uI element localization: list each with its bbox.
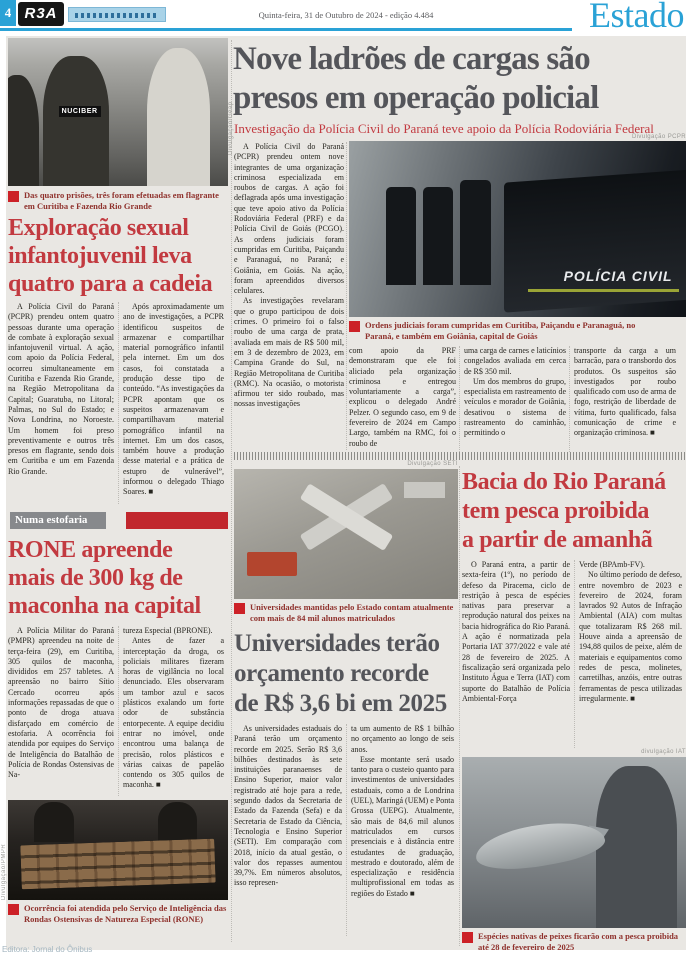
text-column: O Paraná entra, a partir de sexta-feira (1º), no período de defeso da Piracema, ciclo de restrição à pesca de espécies nativas para preservar a reprodução natural dos peixes na bacia hidrográfica do Rio Paraná. A ação é normatizada pela Portaria IAT 377/2022 e vale até 28 de fevereiro de 2025. A fiscalização será organizada pelo Instituto Água e Terra (IAT) com suporte do Batalhão de Polícia Ambiental-Força [462, 560, 570, 703]
left-top-headline: Exploração sexual infantojuvenil leva quatro para a cadeia [8, 215, 213, 297]
university-body [234, 724, 458, 936]
text-column: ta um aumento de R$ 1 bilhão no orçamento ao longo de seis anos. Esse montante será usado tanto para o custeio quanto para investimentos de universidades estaduais, como a de Londrina (UEL), Maringá (UEM) e Ponta Grossa (UEPG). Atualmente, são mais de 84,6 mil alunos matriculados em cursos presenciais e à distância entre estudantes de graduação, mestrado e doutorado, além de especialização e residência multiprofissional em todas as regiões do Estado ■ [346, 724, 454, 936]
photo-caption: Ocorrência foi atendida pelo Serviço de Inteligência das Rondas Ostensivas de Natureza Especial (RONE) [8, 903, 228, 924]
photo-caption: Universidades mantidas pelo Estado contam atualmente com mais de 84 mil alunos matriculados [234, 602, 458, 623]
photo-credit: Divulgação/PMPR [1, 843, 7, 900]
photo-credit: divulgação IAT [641, 749, 686, 755]
officer-silhouette [8, 75, 39, 186]
section-divider [234, 452, 686, 460]
caption-bullet-icon [349, 321, 360, 332]
caption-bullet-icon [8, 904, 19, 915]
text-column: A Polícia Militar do Paraná (PMPR) apreendeu na noite de terça-feira (29), em Curitiba, 305 quilos de maconha, divididos em 257 tabletes. A apreensão no bairro Sítio Cercado ocorreu após informações repassadas de que o ponto de droga atuava disfarçado em comércio de estofaria. A ocorrência foi atendida por equipes do Serviço de Inteligência do Batalhão de Polícia de Rondas Ostensivas de Na- [8, 626, 114, 780]
text-column: As universidades estaduais do Paraná terão um orçamento recorde em 2025. Serão R$ 3,6 bilhões destinados às sete instituições paranaenses de Ensino Superior, maior valor registrado até hoje para a rede, segundo dados da Secretaria de Estado da Fazenda (Sefa) e da Secretaria de Estado da Ciência, Tecnologia e Ensino Superior (SETI). Em comparação com 2018, início da atual gestão, o valor dos repasses aumentou 39,7%. Em números absolutos, isso represen- [234, 724, 342, 888]
photo-credit: Divulgação PCPR [631, 134, 686, 140]
officer-silhouette [34, 802, 74, 842]
university-headline: Universidades terão orçamento recorde de R$ 3,6 bi em 2025 [234, 630, 447, 717]
photo-credit: Divulgação SETI [407, 461, 458, 467]
section-title: Estado [589, 0, 684, 35]
fishing-body [462, 560, 686, 748]
page-footer-credit: Editora: Jornal do Ônibus [2, 945, 93, 954]
left-top-body [8, 302, 228, 504]
photo-caption: Ordens judiciais foram cumpridas em Curitiba, Paiçandu e Paranaguá, no Paraná, e também em Goiânia, capital de Goiás [349, 320, 686, 341]
header-rule [0, 28, 572, 31]
fish [473, 814, 608, 877]
policia-civil-car-label: POLÍCIA CIVIL [563, 267, 673, 284]
text-column: Verde (BPAmb-FV). No último período de defeso, entre novembro de 2023 e fevereiro de 2024, foram lavrados 92 Autos de Infração Ambiental (AIA) com multas que totalizaram R$ 268 mil. Houve ainda a apreensão de 194,88 quilos de peixe, além de materiais e equipamentos como redes de pesca, molinetes, carretilhas, anzóis, entre outras ferramentas de pesca utilizadas irregularmente. ■ [574, 560, 682, 748]
kicker-accent-bar [126, 512, 228, 529]
text-column: com apoio da PRF demonstraram que ele foi aliciado pela organização criminosa e entregou voluntariamente a carga”, explicou o delegado André Pelzer. O segundo caso, em 9 de fevereiro de 2024 em Campo Largo, também na RMC, foi o roubo de [349, 346, 456, 448]
dateline: Quinta-feira, 31 de Outubro de 2024 - edição 4.484 [258, 10, 434, 20]
drug-bricks [20, 839, 215, 890]
newspaper-logo: R3A [18, 2, 64, 26]
text-column: uma carga de carnes e laticínios congelados avaliada em cerca de R$ 350 mil. Um dos membros do grupo, especialista em rastreamento de veículos e morador de Goiânia, desativou o sistema de rastreamento do caminhão, permitindo o [459, 346, 566, 452]
nuciber-vest-label: NUCIBER [59, 106, 101, 117]
marijuana-seizure-photo [8, 800, 228, 900]
officer-silhouette [460, 180, 490, 286]
text-column: tureza Especial (BPRONE). Antes de fazer a interceptação da droga, os policiais militares fizeram horas de vigilância no local denunciado. Eles observaram um tambor azul e sacos plásticos exalando um forte odor de substância entorpecente. A equipe decidiu entrar no imóvel, onde encontrou uma balança de precisão, rolos plásticos e várias caixas de papelão contendo os 305 quilos de maconha. ■ [118, 626, 224, 796]
photo-caption: Espécies nativas de peixes ficarão com a pesca proibida até 28 de fevereiro de 2025 [462, 931, 686, 952]
university-aerial-photo [234, 469, 458, 599]
kicker-label: Numa estofaria [10, 512, 106, 529]
column-rule [231, 40, 232, 942]
fishing-headline: Bacia do Rio Paraná tem pesca proibida a partir de amanhã [462, 469, 666, 553]
reflective-stripe [528, 289, 680, 292]
left-bottom-headline: RONE apreende mais de 300 kg de maconha na capital [8, 537, 201, 619]
fish-photo [462, 757, 686, 928]
text-column: Após aproximadamente um ano de investigações, a PCPR identificou suspeitos de armazenar e compartilhar material pornográfico infantil pela internet. Em um dos casos, foi constatada a produção desse tipo de conteúdo. “As investigações da PCPR apontam que os suspeitos armazenavam e compartilhavam material pornográfico infantil na internet. Em um dos casos, também houve a produção desse material e a prática de estupro de vulnerável”, informou o delegado Thiago Soares. ■ [118, 302, 224, 504]
caption-bullet-icon [462, 932, 473, 943]
police-operation-photo [349, 141, 686, 317]
main-body-col1: A Polícia Civil do Paraná (PCPR) prendeu ontem nove integrantes de uma organização criminosa especializada em roubos de cargas. A ação foi deflagrada após uma investigação que teve apoio ativo da Polícia Rodoviária Federal (PRF) e da Polícia Civil de Goiás (PCGO). As ordens judiciais foram cumpridas em Curitiba, Paiçandu e Paranaguá, no Paraná; e Goiânia, em Goiás. Na ação, foram apreendidos diversos celulares. As investigações revelaram que o grupo participou de dois crimes. O primeiro foi o falso roubo de uma carga de prata, avaliada em mais de R$ 500 mil, em 3 de dezembro de 2023, em Campina Grande do Sul, na Região Metropolitana de Curitiba (RMC). Na ocasião, o motorista afirmou ter sido roubado, mas nossas investigações [234, 142, 344, 409]
detainee-silhouette [147, 48, 211, 186]
officer-silhouette [386, 187, 416, 286]
officer-silhouette [158, 802, 198, 842]
campus-building [404, 482, 444, 498]
column-rule [346, 142, 347, 450]
text-column: transporte da carga a um barracão, para o transbordo dos produtos. Os suspeitos são investigados por roubo qualificado com uso de arma de fogo, restrição de liberdade de vítima, furto qualificado, falsa comunicação de crime e organização criminosa. ■ [569, 346, 676, 452]
text-column: A Polícia Civil do Paraná (PCPR) prendeu ontem quatro pessoas durante uma operação de combate à exploração sexual infantojuvenil virtual. A ação, com apoio da Polícia Federal, ocorreu simultaneamente em Curitiba e Fazenda Rio Grande, na Região Metropolitana da Capital; Guaratuba, no Litoral; Palmas, no Sul do Estado; e Nova Londrina, no Noroeste. Um homem foi preso preventivamente e outros três presos em flagrante, sendo dois em Curitiba e um em Fazenda Rio Grande. [8, 302, 114, 476]
caption-bullet-icon [8, 191, 19, 202]
officer-silhouette [43, 56, 109, 186]
photo-credit: Divulgação/Geap [228, 101, 234, 155]
main-subhead: Investigação da Polícia Civil do Paraná teve apoio da Polícia Rodoviária Federal [234, 121, 654, 136]
person-silhouette [596, 766, 677, 928]
masthead-website-badge [68, 7, 166, 22]
caption-bullet-icon [234, 603, 245, 614]
photo-caption: Das quatro prisões, três foram efetuadas em flagrante em Curitiba e Fazenda Rio Grande [8, 190, 228, 211]
left-bottom-body [8, 626, 228, 796]
campus-building [247, 552, 296, 575]
police-nuciber-photo [8, 38, 228, 186]
main-headline: Nove ladrões de cargas são presos em operação policial [233, 41, 599, 116]
officer-silhouette [423, 187, 453, 286]
page-number: 4 [0, 0, 16, 26]
main-body-cols [349, 346, 686, 452]
